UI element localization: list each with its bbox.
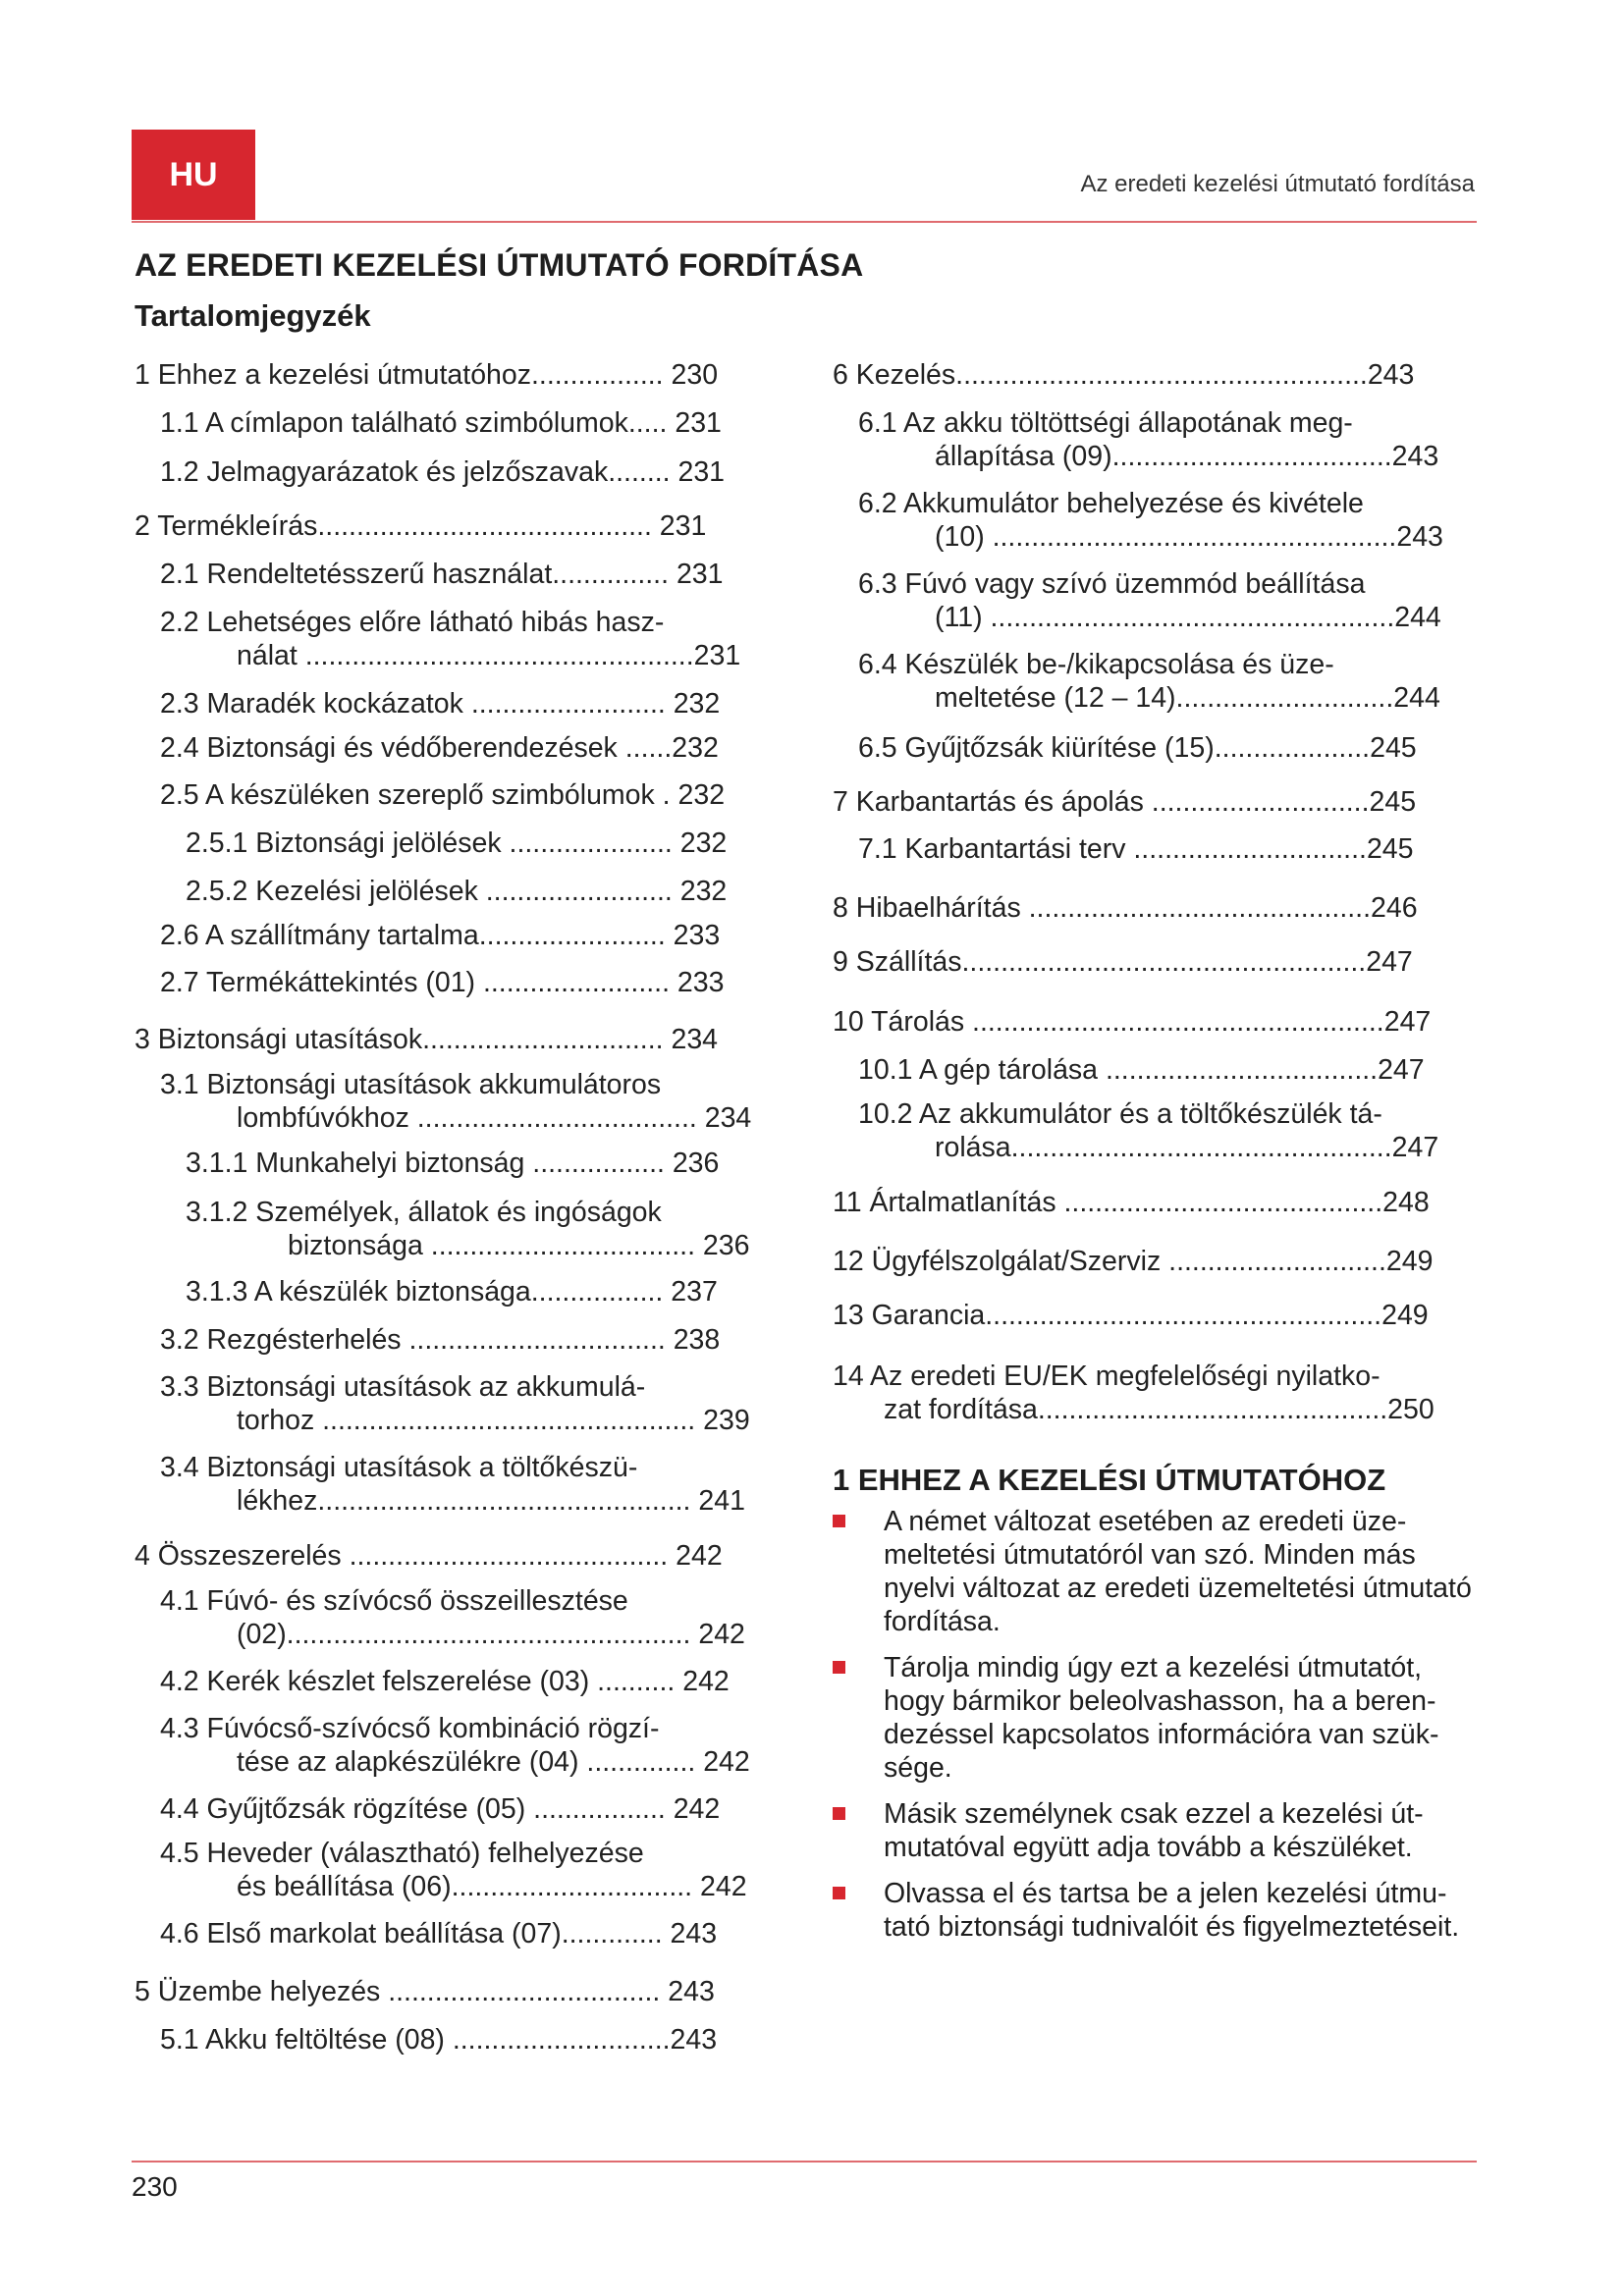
square-bullet-icon [833, 1887, 845, 1899]
toc-entry[interactable]: 2.1 Rendeltetésszerű használat............... 231 [160, 559, 724, 590]
toc-entry[interactable]: 2.5.2 Kezelési jelölések ........................ 232 [186, 876, 728, 907]
toc-entry[interactable]: 6.2 Akkumulátor behelyezése és kivétele (10) ....................................................243 [858, 488, 1443, 553]
toc-entry[interactable]: 2.7 Termékáttekintés (01) ........................ 233 [160, 967, 725, 998]
toc-entry[interactable]: 6.1 Az akku töltöttségi állapotának meg- állapítása (09)....................................243 [858, 407, 1439, 472]
toc-entry[interactable]: 6.4 Készülék be-/kikapcsolása és üze- meltetése (12 – 14)............................244 [858, 649, 1440, 714]
list-item: Olvassa el és tartsa be a jelen kezelési útmutató biztonsági tudnivalóit és figyelmeztetéseit. [833, 1877, 1481, 1944]
toc-entry[interactable]: 4.4 Gyűjtőzsák rögzítése (05) ................. 242 [160, 1793, 721, 1825]
toc-entry[interactable]: 2 Termékleírás........................................... 231 [135, 510, 707, 542]
toc-heading: Tartalomjegyzék [135, 298, 371, 333]
toc-entry[interactable]: 1.2 Jelmagyarázatok és jelzőszavak........ 231 [160, 456, 726, 488]
toc-entry[interactable]: 2.5 A készüléken szereplő szimbólumok . 232 [160, 779, 726, 811]
footer-divider [132, 2161, 1477, 2163]
section-heading: 1 EHHEZ A KEZELÉSI ÚTMUTATÓHOZ [833, 1463, 1386, 1497]
toc-entry[interactable]: 5.1 Akku feltöltése (08) ............................243 [160, 2024, 718, 2056]
toc-entry[interactable]: 10.1 A gép tárolása ...................................247 [858, 1054, 1425, 1086]
list-item: A német változat esetében az eredeti üzemeltetési útmutatóról van szó. Minden más nyelvi változat az eredeti üzemeltetési útmutató fordítása. [833, 1505, 1481, 1638]
toc-entry[interactable]: 7.1 Karbantartási terv ..............................245 [858, 833, 1414, 865]
toc-entry[interactable]: 2.6 A szállítmány tartalma........................ 233 [160, 920, 721, 951]
bullet-list [833, 1505, 1481, 1956]
toc-entry[interactable]: 6 Kezelés.....................................................243 [833, 359, 1415, 391]
toc-entry[interactable]: 5 Üzembe helyezés ................................... 243 [135, 1976, 715, 2007]
toc-entry[interactable]: 2.3 Maradék kockázatok ......................... 232 [160, 688, 721, 720]
toc-entry[interactable]: 3.1 Biztonsági utasítások akkumulátoros lombfúvókhoz .................................... 234 [160, 1069, 752, 1134]
toc-entry[interactable]: 10 Tárolás .....................................................247 [833, 1006, 1432, 1038]
document-title: AZ EREDETI KEZELÉSI ÚTMUTATÓ FORDÍTÁSA [135, 247, 864, 283]
toc-entry[interactable]: 6.5 Gyűjtőzsák kiürítése (15)....................245 [858, 732, 1417, 764]
toc-entry[interactable]: 12 Ügyfélszolgálat/Szerviz ............................249 [833, 1246, 1434, 1277]
toc-entry[interactable]: 13 Garancia...................................................249 [833, 1300, 1429, 1331]
toc-entry[interactable]: 6.3 Fúvó vagy szívó üzemmód beállítása (11) ....................................................244 [858, 568, 1441, 633]
toc-entry[interactable]: 3.1.1 Munkahelyi biztonság ................. 236 [186, 1148, 720, 1179]
toc-entry[interactable]: 4.2 Kerék készlet felszerelése (03) .......... 242 [160, 1666, 730, 1697]
toc-entry[interactable]: 1.1 A címlapon található szimbólumok..... 231 [160, 407, 722, 439]
list-item: Tárolja mindig úgy ezt a kezelési útmutatót, hogy bármikor beleolvashasson, ha a berendezéssel kapcsolatos információra van szüksége. [833, 1651, 1481, 1785]
toc-entry[interactable]: 3.1.2 Személyek, állatok és ingóságok biztonsága .................................. 236 [186, 1197, 750, 1261]
toc-entry[interactable]: 2.2 Lehetséges előre látható hibás hasz- nálat ..................................................231 [160, 607, 741, 671]
toc-entry[interactable]: 3.3 Biztonsági utasítások az akkumulá- torhoz ................................................ 239 [160, 1371, 750, 1436]
toc-entry[interactable]: 3.4 Biztonsági utasítások a töltőkészü- lékhez................................................ 241 [160, 1452, 745, 1517]
toc-entry[interactable]: 3.1.3 A készülék biztonsága................. 237 [186, 1276, 718, 1308]
toc-entry[interactable]: 1 Ehhez a kezelési útmutatóhoz................. 230 [135, 359, 719, 391]
page-number: 230 [132, 2171, 178, 2202]
running-header-title: Az eredeti kezelési útmutató fordítása [1080, 171, 1475, 197]
language-badge: HU [132, 130, 255, 220]
square-bullet-icon [833, 1515, 845, 1527]
toc-entry[interactable]: 4 Összeszerelés ......................................... 242 [135, 1540, 723, 1572]
header-divider [132, 221, 1477, 223]
toc-entry[interactable]: 4.5 Heveder (választható) felhelyezése és beállítása (06)............................... 242 [160, 1838, 747, 1902]
toc-entry[interactable]: 11 Ártalmatlanítás .........................................248 [833, 1187, 1430, 1218]
toc-entry[interactable]: 2.5.1 Biztonsági jelölések ..................... 232 [186, 828, 728, 859]
toc-entry[interactable]: 3.2 Rezgésterhelés ................................. 238 [160, 1324, 721, 1356]
toc-entry[interactable]: 7 Karbantartás és ápolás ............................245 [833, 786, 1417, 818]
toc-entry[interactable]: 2.4 Biztonsági és védőberendezések ......232 [160, 732, 719, 764]
list-item: Másik személynek csak ezzel a kezelési útmutatóval együtt adja tovább a készüléket. [833, 1797, 1481, 1864]
square-bullet-icon [833, 1807, 845, 1820]
toc-entry[interactable]: 4.6 Első markolat beállítása (07)............. 243 [160, 1918, 718, 1949]
toc-entry[interactable]: 9 Szállítás....................................................247 [833, 946, 1413, 978]
toc-entry[interactable]: 4.3 Fúvócső-szívócső kombináció rögzí- tése az alapkészülékre (04) .............. 242 [160, 1713, 750, 1778]
toc-entry[interactable]: 3 Biztonsági utasítások............................... 234 [135, 1024, 719, 1055]
toc-entry[interactable]: 14 Az eredeti EU/EK megfelelőségi nyilatko- zat fordítása.............................................250 [833, 1361, 1435, 1425]
toc-entry[interactable]: 10.2 Az akkumulátor és a töltőkészülék tá- rolása.................................................247 [858, 1098, 1439, 1163]
square-bullet-icon [833, 1661, 845, 1674]
toc-entry[interactable]: 8 Hibaelhárítás ............................................246 [833, 892, 1418, 924]
toc-entry[interactable]: 4.1 Fúvó- és szívócső összeillesztése (02).................................................... 242 [160, 1585, 745, 1650]
